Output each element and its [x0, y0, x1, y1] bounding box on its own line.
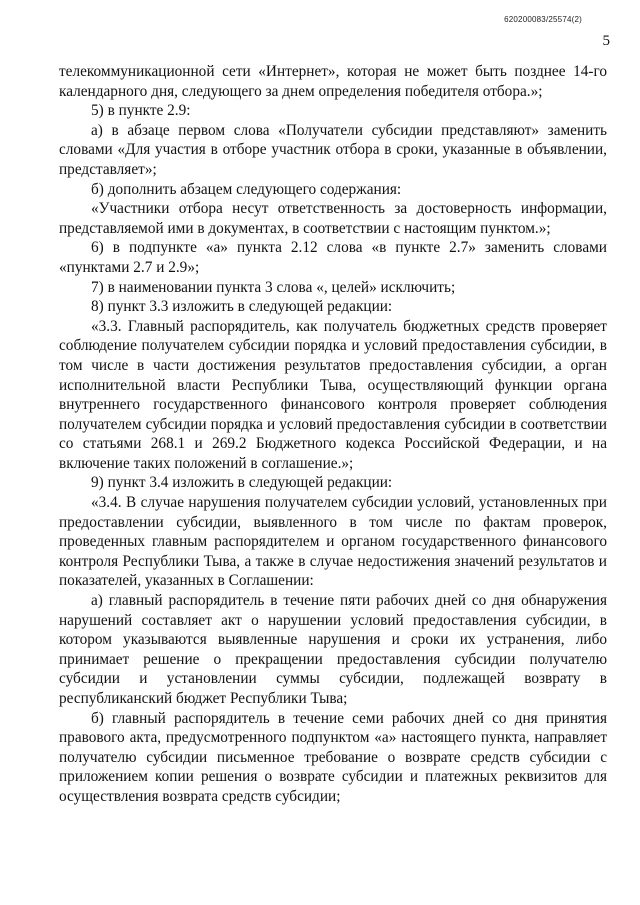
paragraph-item-5a: а) в абзаце первом слова «Получатели субсидии представляют» заменить словами «Для участия в отборе участник отбора в сроки, указанные в объявлении, представляет»;	[59, 121, 607, 178]
page-number: 5	[602, 33, 610, 49]
paragraph-quote-3-3: «3.3. Главный распорядитель, как получатель бюджетных средств проверяет соблюдение получателем субсидии порядка и условий предоставления субсидии, в том числе в части достижения результатов предоставления субсидии, а орган исполнительной власти Республики Тыва, осуществляющий функции органа внутреннего государственного финансового контроля проверяет соблюдения получателем субсидии порядка и условий предоставления субсидии в соответствии со статьями 268.1 и 269.2 Бюджетного кодекса Российской Федерации, и на включение таких положений в соглашение.»;	[59, 317, 607, 472]
paragraph-item-9: 9) пункт 3.4 изложить в следующей редакции:	[91, 474, 393, 492]
document-code: 620200083/25574(2)	[504, 15, 582, 24]
paragraph-item-5: 5) в пункте 2.9:	[91, 102, 191, 120]
paragraph-item-5b: б) дополнить абзацем следующего содержания:	[91, 180, 402, 198]
paragraph-item-7: 7) в наименовании пункта 3 слова «, целей» исключить;	[91, 278, 456, 296]
paragraph-quote-participants: «Участники отбора несут ответственность за достоверность информации, представляемой ими в документах, в соответствии с настоящим пунктом.»;	[59, 200, 607, 237]
document-body	[59, 62, 607, 807]
paragraph-quote-3-4: «3.4. В случае нарушения получателем субсидии условий, установленных при предоставлении субсидии, выявленного в том числе по фактам проверок, проведенных главным распорядителем и органом государственного финансового контроля Республики Тыва, а также в случае недостижения значений результатов и показателей, указанных в Соглашении:	[59, 494, 607, 590]
paragraph-subitem-b: б) главный распорядитель в течение семи рабочих дней со дня принятия правового акта, предусмотренного подпунктом «а» настоящего пункта, направляет получателю субсидии письменное требование о возврате средств субсидии с приложением копии решения о возврате субсидии и платежных реквизитов для осуществления возврата средств субсидии;	[59, 709, 607, 805]
paragraph-item-8: 8) пункт 3.3 изложить в следующей редакции:	[91, 298, 393, 316]
paragraph-item-6: 6) в подпункте «а» пункта 2.12 слова «в пункте 2.7» заменить словами «пунктами 2.7 и 2.9»;	[59, 239, 607, 276]
paragraph-subitem-a: а) главный распорядитель в течение пяти рабочих дней со дня обнаружения нарушений составляет акт о нарушении условий предоставления субсидии, в котором указываются выявленные нарушения и сроки их устранения, либо принимает решение о прекращении предоставления субсидии получателю субсидии и установлении суммы субсидии, подлежащей возврату в республиканский бюджет Республики Тыва;	[59, 592, 607, 707]
paragraph-continuation: телекоммуникационной сети «Интернет», которая не может быть позднее 14-го календарного дня, следующего за днем определения победителя отбора.»;	[59, 63, 607, 100]
